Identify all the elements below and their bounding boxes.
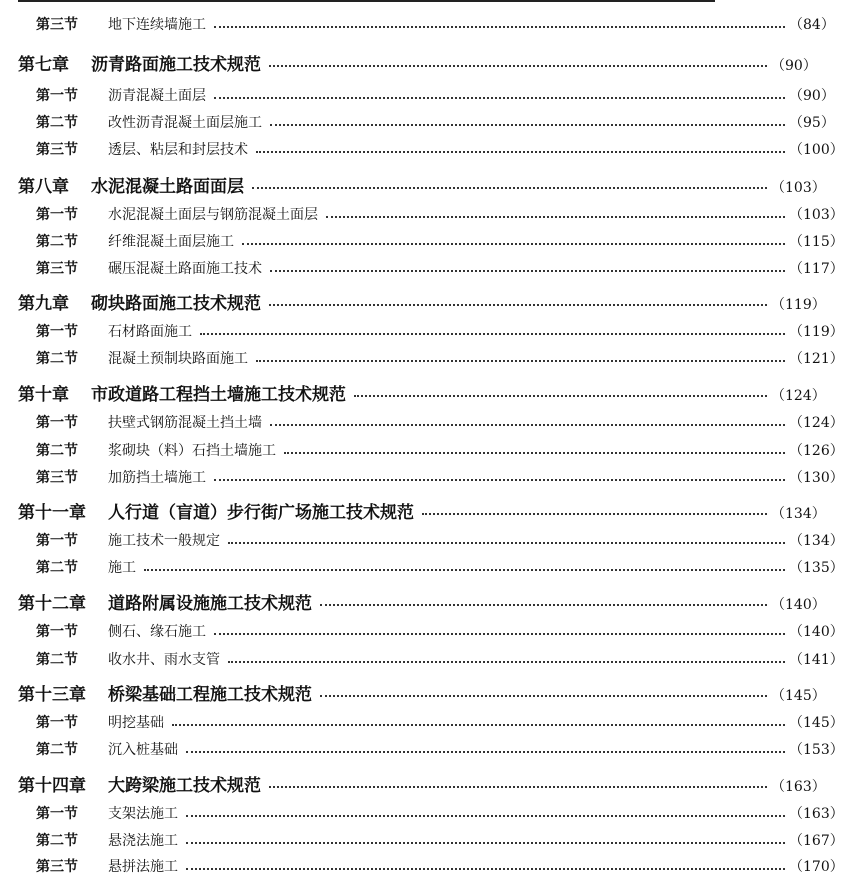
section-number: 第二节 [36, 652, 78, 668]
dot-leader [269, 65, 767, 67]
section-title: 石材路面施工 [108, 324, 192, 340]
toc-section-row[interactable] [0, 739, 844, 759]
dot-leader [186, 842, 785, 844]
dot-leader [242, 243, 785, 245]
chapter-title: 道路附属设施施工技术规范 [108, 594, 312, 614]
toc-section-row[interactable] [0, 112, 835, 132]
page-number: （119） [789, 324, 844, 340]
section-number: 第一节 [36, 715, 78, 731]
section-title: 纤维混凝土面层施工 [108, 234, 234, 250]
section-number: 第二节 [36, 443, 78, 459]
toc-section-row[interactable] [0, 803, 844, 823]
section-number: 第一节 [36, 806, 78, 822]
dot-leader [172, 724, 785, 726]
page-number: （103） [789, 207, 844, 223]
toc-chapter-row[interactable] [0, 50, 817, 75]
page-number: （140） [789, 624, 844, 640]
toc-chapter-row[interactable] [0, 498, 826, 523]
toc-chapter-row[interactable] [0, 771, 826, 796]
page-number: （115） [789, 234, 844, 250]
section-number: 第一节 [36, 533, 78, 549]
section-number: 第二节 [36, 833, 78, 849]
toc-section-row[interactable] [0, 440, 844, 460]
toc-section-row[interactable] [0, 621, 844, 641]
section-title: 扶壁式钢筋混凝土挡土墙 [108, 415, 262, 431]
page-number: （95） [789, 115, 835, 131]
section-number: 第一节 [36, 624, 78, 640]
dot-leader [256, 151, 785, 153]
page-number: （170） [789, 859, 844, 875]
page-number: （145） [789, 715, 844, 731]
section-title: 支架法施工 [108, 806, 178, 822]
dot-leader [214, 479, 785, 481]
toc-section-row[interactable] [0, 530, 844, 550]
dot-leader [186, 751, 785, 753]
page-number: （126） [789, 443, 844, 459]
dot-leader [354, 395, 767, 397]
section-title: 明挖基础 [108, 715, 164, 731]
toc-section-row[interactable] [0, 412, 844, 432]
section-title: 水泥混凝土面层与钢筋混凝土面层 [108, 207, 318, 223]
toc-section-row[interactable] [0, 830, 844, 850]
page-number: （90） [789, 88, 835, 104]
toc-section-row[interactable] [0, 557, 844, 577]
chapter-title: 沥青路面施工技术规范 [91, 55, 261, 75]
toc-chapter-row[interactable] [0, 289, 826, 314]
dot-leader [214, 97, 785, 99]
chapter-number: 第九章 [18, 294, 69, 314]
dot-leader [320, 604, 767, 606]
toc-section-row[interactable] [0, 649, 844, 669]
section-number: 第三节 [36, 142, 78, 158]
dot-leader [228, 542, 785, 544]
page-number: （153） [789, 742, 844, 758]
page-number: （134） [771, 506, 826, 522]
section-number: 第一节 [36, 415, 78, 431]
section-title: 沥青混凝土面层 [108, 88, 206, 104]
page-number: （145） [771, 688, 826, 704]
page-number: （103） [771, 180, 826, 196]
dot-leader [269, 304, 767, 306]
page-number: （141） [789, 652, 844, 668]
page-number: （121） [789, 351, 844, 367]
page-number: （119） [771, 297, 826, 313]
section-title: 收水井、雨水支管 [108, 652, 220, 668]
toc-section-row[interactable] [0, 856, 844, 876]
section-number: 第一节 [36, 88, 78, 104]
chapter-title: 水泥混凝土路面面层 [91, 177, 244, 197]
section-number: 第三节 [36, 261, 78, 277]
dot-leader [186, 868, 785, 870]
chapter-number: 第十一章 [18, 503, 86, 523]
dot-leader [270, 424, 785, 426]
dot-leader [422, 513, 767, 515]
dot-leader [200, 333, 785, 335]
section-number: 第一节 [36, 324, 78, 340]
dot-leader [144, 569, 785, 571]
section-title: 悬浇法施工 [108, 833, 178, 849]
chapter-number: 第十章 [18, 385, 69, 405]
section-number: 第三节 [36, 470, 78, 486]
toc-section-row[interactable] [0, 321, 844, 341]
section-title: 改性沥青混凝土面层施工 [108, 115, 262, 131]
dot-leader [270, 124, 785, 126]
toc-section-row[interactable] [0, 258, 844, 278]
chapter-number: 第十三章 [18, 685, 86, 705]
page-number: （100） [789, 142, 844, 158]
page-number: （163） [789, 806, 844, 822]
section-title: 碾压混凝土路面施工技术 [108, 261, 262, 277]
dot-leader [270, 270, 785, 272]
section-title: 透层、粘层和封层技术 [108, 142, 248, 158]
page-number: （163） [771, 779, 826, 795]
dot-leader [256, 360, 785, 362]
dot-leader [320, 695, 767, 697]
section-title: 混凝土预制块路面施工 [108, 351, 248, 367]
section-number: 第二节 [36, 560, 78, 576]
toc-chapter-row[interactable] [0, 680, 826, 705]
toc-section-row[interactable] [0, 14, 835, 34]
dot-leader [326, 216, 785, 218]
section-number: 第二节 [36, 115, 78, 131]
section-title: 加筋挡土墙施工 [108, 470, 206, 486]
section-number: 第三节 [36, 859, 78, 875]
toc-section-row[interactable] [0, 204, 844, 224]
dot-leader [186, 815, 785, 817]
toc-chapter-row[interactable] [0, 589, 826, 614]
section-number: 第二节 [36, 351, 78, 367]
section-title: 沉入桩基础 [108, 742, 178, 758]
toc-chapter-row[interactable] [0, 172, 826, 197]
chapter-number: 第十二章 [18, 594, 86, 614]
chapter-number: 第七章 [18, 55, 69, 75]
toc-section-row[interactable] [0, 85, 835, 105]
dot-leader [214, 633, 785, 635]
dot-leader [284, 452, 785, 454]
chapter-title: 大跨梁施工技术规范 [108, 776, 261, 796]
section-title: 侧石、缘石施工 [108, 624, 206, 640]
section-title: 施工技术一般规定 [108, 533, 220, 549]
page-number: （124） [789, 415, 844, 431]
chapter-title: 市政道路工程挡土墙施工技术规范 [91, 385, 346, 405]
page-number: （140） [771, 597, 826, 613]
dot-leader [214, 26, 785, 28]
section-title: 地下连续墙施工 [108, 17, 206, 33]
dot-leader [269, 786, 767, 788]
section-number: 第一节 [36, 207, 78, 223]
page-number: （167） [789, 833, 844, 849]
section-number: 第二节 [36, 234, 78, 250]
toc-section-row[interactable] [0, 467, 844, 487]
page-number: （130） [789, 470, 844, 486]
chapter-title: 砌块路面施工技术规范 [91, 294, 261, 314]
toc-section-row[interactable] [0, 231, 844, 251]
page-number: （84） [789, 17, 835, 33]
toc-chapter-row[interactable] [0, 380, 826, 405]
chapter-title: 桥梁基础工程施工技术规范 [108, 685, 312, 705]
section-title: 浆砌块（料）石挡土墙施工 [108, 443, 276, 459]
dot-leader [228, 661, 785, 663]
section-number: 第二节 [36, 742, 78, 758]
page-number: （134） [789, 533, 844, 549]
toc-section-row[interactable] [0, 348, 844, 368]
section-number: 第三节 [36, 17, 78, 33]
page-number: （90） [771, 58, 817, 74]
chapter-number: 第八章 [18, 177, 69, 197]
toc-section-row[interactable] [0, 712, 844, 732]
dot-leader [252, 187, 767, 189]
section-title: 施工 [108, 560, 136, 576]
toc-section-row[interactable] [0, 139, 844, 159]
page-number: （124） [771, 388, 826, 404]
chapter-title: 人行道（盲道）步行街广场施工技术规范 [108, 503, 414, 523]
page-number: （135） [789, 560, 844, 576]
page-number: （117） [789, 261, 844, 277]
section-title: 悬拼法施工 [108, 859, 178, 875]
chapter-number: 第十四章 [18, 776, 86, 796]
